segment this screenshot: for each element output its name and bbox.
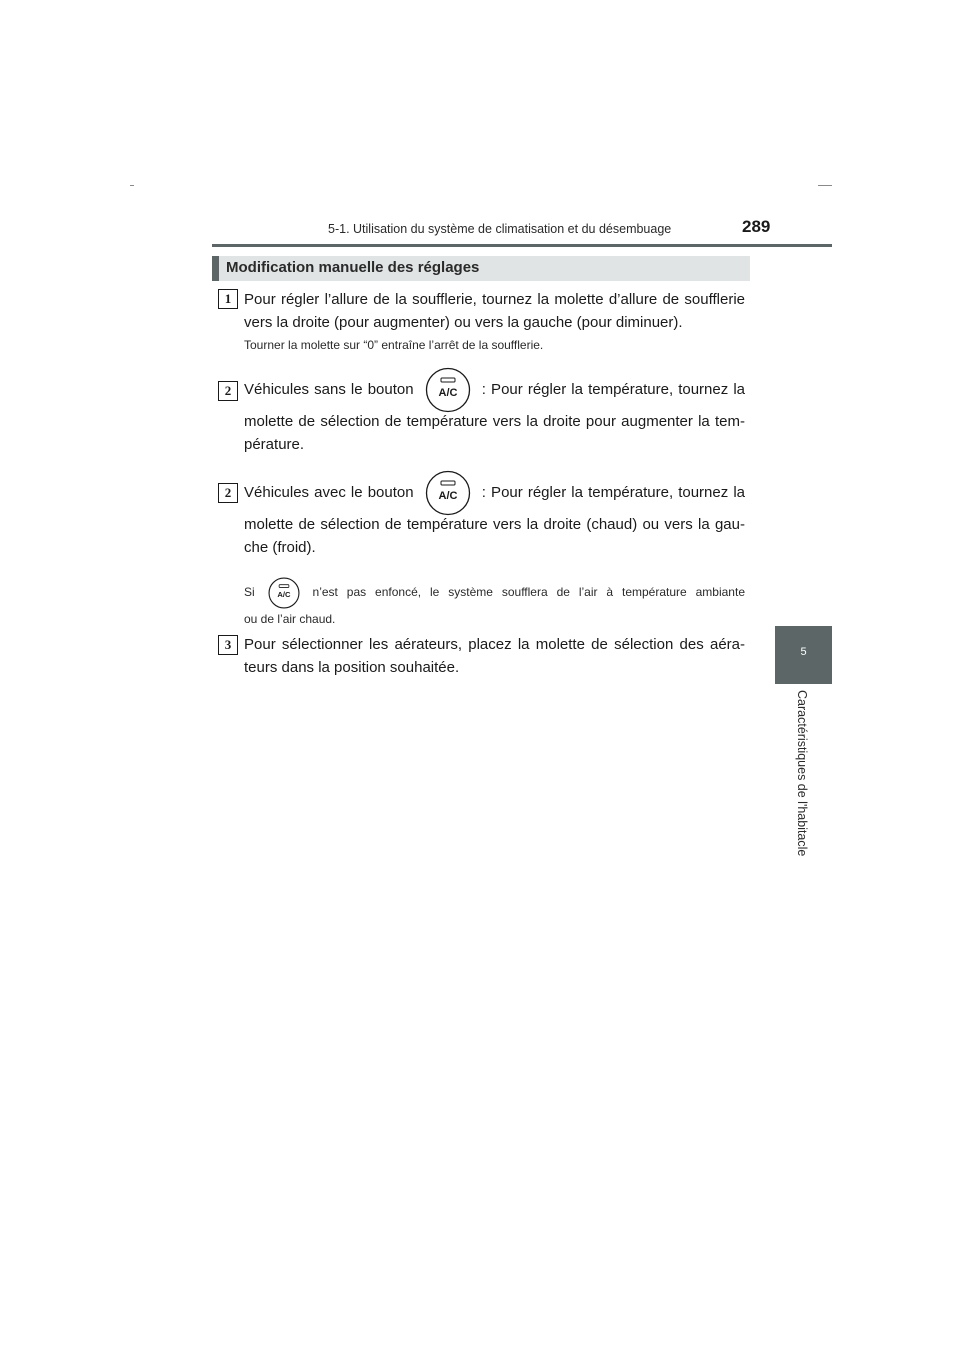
step-3-line-1: Pour sélectionner les aérateurs, placez la molette de sélection des aéra- [244,636,745,653]
step-2-text-after-icon: : Pour régler la température, tournez la [481,381,746,398]
step-1-text [244,288,745,334]
step-2-text [244,364,745,456]
step-2b-note-line-1 [244,574,745,610]
note-text-before-icon: Si [244,585,255,599]
step-2-text-before-icon: Véhicules sans le bouton [244,381,414,398]
chapter-number: 5 [800,646,807,658]
step-number-badge: 3 [218,635,238,655]
section-title: Modification manuelle des réglages [226,259,480,276]
step-2b-line-1 [244,467,745,519]
crop-mark-left [130,185,134,186]
ac-button-icon [268,577,300,609]
section-heading-bar [212,256,219,281]
ac-button-icon-label: A/C [438,387,458,400]
step-2-line-2: molette de sélection de température vers la droite pour augmenter la tem- [244,413,745,430]
step-2b-note-line-2: ou de l’air chaud. [244,612,336,626]
step-1-line-2: vers la droite (pour augmenter) ou vers la gauche (pour diminuer). [244,314,683,331]
ac-button-icon [425,470,471,516]
ac-button-icon-label: A/C [277,590,291,600]
step-2b-text-after-icon: : Pour régler la température, tournez la [481,484,746,501]
step-2b-text [244,467,745,559]
chapter-tab [775,626,832,684]
step-2-line-3: pérature. [244,436,305,453]
chapter-label: Caractéristiques de l'habitacle [795,690,809,857]
step-1-note: Tourner la molette sur “0” entraîne l’arrêt de la soufflerie. [244,338,544,352]
crop-mark-right [818,185,832,186]
step-3-line-2: teurs dans la position souhaitée. [244,659,460,676]
running-header-section: 5-1. Utilisation du système de climatisation et du désembuage [328,222,672,236]
section-heading [212,256,750,281]
step-1-line-1: Pour régler l’allure de la soufflerie, tournez la molette d’allure de soufflerie [244,291,745,308]
ac-button-icon-label: A/C [438,490,458,503]
step-number-badge: 2 [218,381,238,401]
step-3-text [244,633,745,679]
step-2b-line-2: molette de sélection de température vers la droite (chaud) ou vers la gau- [244,516,745,533]
note-text-after-icon: n’est pas enfoncé, le système soufflera de l’air à température ambiante [312,585,745,599]
step-2b-text-before-icon: Véhicules avec le bouton [244,484,414,501]
step-2b-line-3: che (froid). [244,539,316,556]
step-number-badge: 2 [218,483,238,503]
page-number: 289 [742,217,771,236]
step-2b-note [244,574,745,628]
step-2-line-1 [244,364,745,416]
ac-button-icon [425,367,471,413]
header-rule [212,244,832,247]
step-number-badge: 1 [218,289,238,309]
